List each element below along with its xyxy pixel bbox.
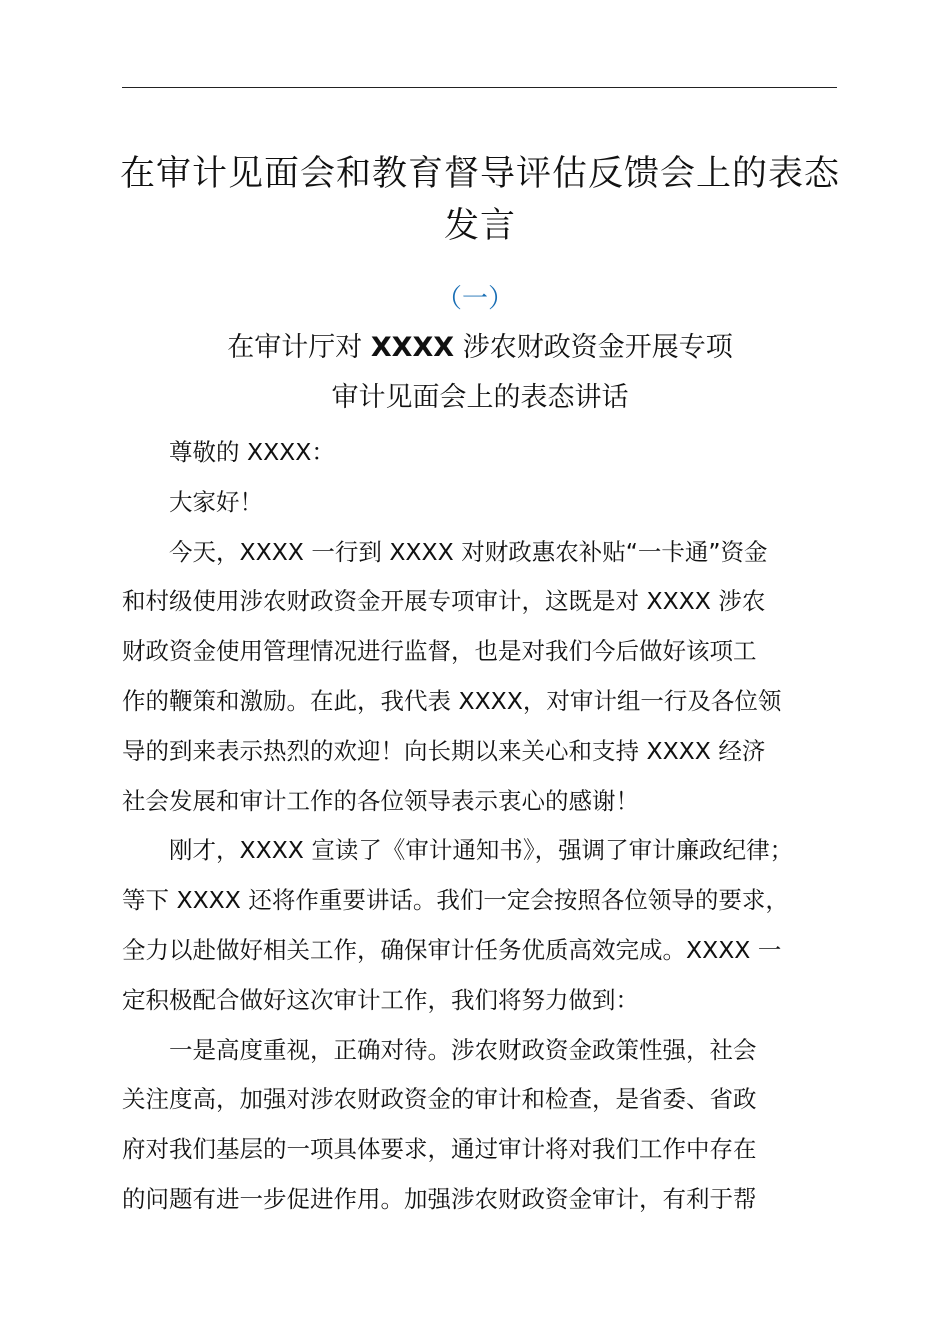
speech-title-placeholder: XXXX [370, 332, 455, 363]
speech-title-line-2: 审计见面会上的表态讲话 [331, 382, 629, 413]
paragraph-3-line-4: 的问题有进一步促进作用。加强涉农财政资金审计，有利于帮 [122, 1184, 757, 1213]
document-title-line-2: 发言 [443, 206, 516, 246]
paragraph-2-line-4: 定积极配合做好这次审计工作，我们将努力做到： [122, 985, 639, 1014]
speech-title-pre: 在审计厅对 [227, 332, 371, 363]
paragraph-1-line-1: 今天，XXXX 一行到 XXXX 对财政惠农补贴“一卡通”资金 [169, 537, 768, 566]
header-rule [122, 87, 837, 88]
paragraph-1-line-5: 导的到来表示热烈的欢迎！向长期以来关心和支持 XXXX 经济 [122, 736, 766, 765]
section-number: （一） [435, 284, 514, 314]
paragraph-3-line-2: 关注度高，加强对涉农财政资金的审计和检查，是省委、省政 [122, 1085, 757, 1114]
salutation: 尊敬的 XXXX： [169, 438, 335, 466]
paragraph-2-line-2: 等下 XXXX 还将作重要讲话。我们一定会按照各位领导的要求， [122, 886, 789, 915]
paragraph-3-line-1: 一是高度重视，正确对待。涉农财政资金政策性强，社会 [169, 1035, 757, 1064]
paragraph-1-line-6: 社会发展和审计工作的各位领导表示衷心的感谢！ [122, 786, 639, 815]
paragraph-1-line-4: 作的鞭策和激励。在此，我代表 XXXX，对审计组一行及各位领 [122, 686, 782, 715]
speech-body [122, 428, 840, 1225]
document-title-line-1: 在审计见面会和教育督导评估反馈会上的表态 [119, 154, 840, 194]
greeting: 大家好！ [169, 487, 263, 516]
speech-title-line-1 [100, 328, 860, 368]
paragraph-2-line-1: 刚才，XXXX 宣读了《审计通知书》，强调了审计廉政纪律； [169, 836, 794, 865]
speech-title-post: 涉农财政资金开展专项 [454, 332, 733, 363]
paragraph-2-line-3: 全力以赴做好相关工作，确保审计任务优质高效完成。XXXX 一 [122, 935, 782, 964]
document-title [100, 148, 860, 252]
paragraph-1-line-2: 和村级使用涉农财政资金开展专项审计，这既是对 XXXX 涉农 [122, 587, 766, 616]
paragraph-3-line-3: 府对我们基层的一项具体要求，通过审计将对我们工作中存在 [122, 1135, 757, 1164]
paragraph-1-line-3: 财政资金使用管理情况进行监督，也是对我们今后做好该项工 [122, 637, 757, 666]
